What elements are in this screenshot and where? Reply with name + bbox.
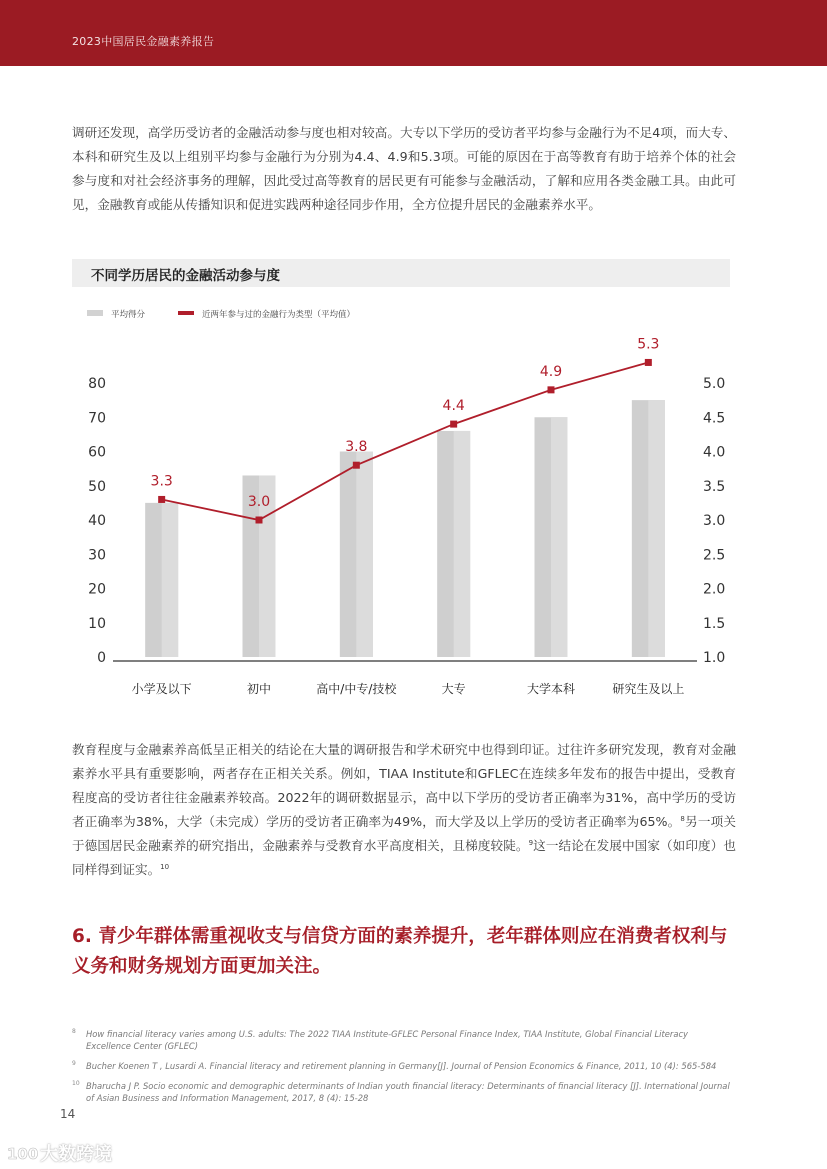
- chart-title: 不同学历居民的金融活动参与度: [91, 268, 280, 284]
- legend-label-bars: 平均得分: [111, 310, 146, 320]
- line-data-label: 4.9: [539, 363, 563, 380]
- line-marker: [158, 496, 165, 503]
- line-series: [162, 362, 649, 520]
- footnote-text: Bharucha J P. Socio economic and demographic determinants of Indian youth financial literacy: Determinants of financial literacy [J]. International Journal of Asian Business and Information Management, 2017, 8 (4): 15-28: [86, 1081, 730, 1103]
- line-data-label: 4.4: [442, 398, 465, 415]
- bar-highlight: [648, 400, 665, 657]
- y-left-tick-label: 50: [88, 478, 106, 495]
- y-right-tick-label: 2.5: [703, 547, 726, 564]
- paragraph-evidence-text: 教育程度与金融素养高低呈正相关的结论在大量的调研报告和学术研究中也得到印证。过往许多研究发现，教育对金融素养水平具有重要影响，两者存在正相关关系。例如，TIAA Institute和GFLEC在连续多年发布的报告中提出，受教育程度高的受访者往往金融素养较高。2022年的调研数据显示，高中以下学历的受访者正确率为31%，高中学历的受访者正确率为38%，大学（未完成）学历的受访者正确率为49%，而大学及以上学历的受访者正确率为65%。: [72, 742, 736, 829]
- y-right-tick-label: 1.5: [703, 615, 726, 632]
- line-marker: [645, 359, 652, 366]
- footnote-text: How financial literacy varies among U.S. adults: The 2022 TIAA Institute-GFLEC Personal Finance Index, TIAA Institute, Global Financial Literacy Excellence Center (GFLEC): [86, 1029, 689, 1051]
- footnote-number: 10: [72, 1080, 80, 1087]
- bar-highlight: [162, 503, 179, 657]
- x-tick-label: 初中: [246, 682, 272, 696]
- watermark: [6, 1140, 112, 1166]
- line-data-label: 3.8: [345, 439, 368, 456]
- footnote-ref-10[interactable]: 10: [160, 862, 170, 871]
- y-left-tick-label: 80: [88, 376, 106, 392]
- page-number: 14: [60, 1107, 76, 1121]
- paragraph-intro: 调研还发现，高学历受访者的金融活动参与度也相对较高。大专以下学历的受访者平均参与金融行为不足4项，而大专、本科和研究生及以上组别平均参与金融行为分别为4.4、4.9和5.3项。可能的原因在于高等教育有助于培养个体的社会参与度和对社会经济事务的理解，因此受过高等教育的居民更有可能参与金融活动，了解和应用各类金融工具。由此可见，金融教育或能从传播知识和促进实践两种途径同步作用，全方位提升居民的金融素养水平。: [72, 125, 736, 212]
- y-left-tick-label: 70: [88, 410, 106, 427]
- line-marker: [256, 517, 263, 524]
- line-marker: [450, 421, 457, 428]
- footnote: [72, 1060, 732, 1072]
- legend-swatch-line: [178, 311, 194, 315]
- legend-label-line: 近两年参与过的金融行为类型（平均值）: [202, 310, 356, 320]
- footnote-text: Bucher Koenen T , Lusardi A. Financial literacy and retirement planning in Germany[J]. Journal of Pension Economics & Finance, 2011, 10 (4): 565-584: [86, 1061, 717, 1071]
- y-right-tick-label: 4.0: [703, 444, 726, 461]
- y-left-tick-label: 60: [88, 444, 106, 461]
- x-tick-label: 研究生及以上: [612, 682, 685, 696]
- paragraph-evidence: [72, 738, 736, 882]
- y-right-tick-label: 1.0: [703, 650, 726, 666]
- bar-highlight: [551, 417, 568, 657]
- footnote-number: 9: [72, 1060, 76, 1067]
- x-tick-label: 大专: [441, 682, 466, 696]
- y-right-tick-label: 3.5: [703, 478, 726, 495]
- y-left-tick-label: 40: [88, 513, 106, 529]
- footnote: [72, 1028, 732, 1052]
- y-left-tick-label: 10: [88, 615, 106, 632]
- y-right-tick-label: 4.5: [703, 410, 726, 427]
- watermark-logo-icon: [6, 1141, 40, 1165]
- bar-highlight: [454, 431, 471, 657]
- line-data-label: 5.3: [637, 336, 660, 353]
- watermark-text: 大数跨境: [40, 1144, 112, 1165]
- line-data-label: 3.0: [247, 494, 271, 510]
- watermark-logo-text: 100: [7, 1145, 39, 1163]
- line-data-label: 3.3: [150, 473, 173, 490]
- y-left-tick-label: 20: [88, 581, 106, 598]
- x-tick-label: 小学及以下: [131, 682, 192, 696]
- bar-highlight: [356, 452, 373, 658]
- section-heading: 6. 青少年群体需重视收支与信贷方面的素养提升，老年群体则应在消费者权利与义务和财务规划方面更加关注。: [72, 926, 728, 977]
- paragraph-evidence-text-2: 另一项关于德国居民金融素养的研究指出，金融素养与受教育水平高度相关，且梯度较陡。: [72, 814, 737, 853]
- legend-swatch-bars: [87, 310, 103, 316]
- line-marker: [353, 462, 360, 469]
- report-title: 2023中国居民金融素养报告: [72, 35, 215, 48]
- y-right-tick-label: 5.0: [703, 376, 726, 392]
- footnote-ref-9[interactable]: 9: [528, 838, 534, 847]
- paragraph-evidence-text-3: 这一结论在发展中国家（如印度）也同样得到证实。: [72, 838, 737, 877]
- y-left-tick-label: 0: [97, 650, 106, 666]
- y-right-tick-label: 2.0: [703, 581, 726, 598]
- x-tick-label: 高中/中专/技校: [316, 682, 397, 696]
- footnote: [72, 1080, 732, 1104]
- y-left-tick-label: 30: [88, 547, 106, 564]
- footnote-number: 8: [72, 1028, 76, 1035]
- footnote-ref-8[interactable]: 8: [680, 814, 685, 823]
- line-marker: [548, 386, 555, 393]
- y-right-tick-label: 3.0: [703, 513, 726, 529]
- footnotes: [72, 1028, 732, 1112]
- x-tick-label: 大学本科: [526, 682, 576, 696]
